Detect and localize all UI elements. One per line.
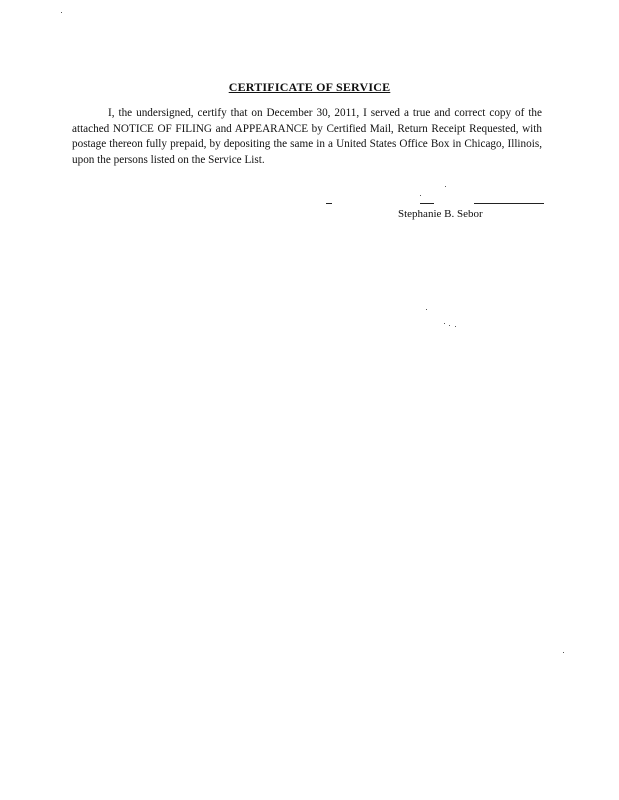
signatory-name: Stephanie B. Sebor — [398, 208, 483, 220]
scan-speck — [426, 309, 427, 310]
signature-line-left — [326, 203, 332, 204]
scan-speck — [444, 323, 445, 324]
scan-speck — [61, 12, 62, 13]
certificate-title: CERTIFICATE OF SERVICE — [228, 80, 391, 94]
certificate-paragraph — [72, 106, 542, 168]
scan-speck — [563, 652, 564, 653]
scan-speck — [449, 325, 450, 326]
scan-speck — [455, 326, 456, 327]
scan-speck — [445, 186, 446, 187]
certificate-paragraph-text: I, the undersigned, certify that on December 30, 2011, I served a true and correct copy of the attached NOTICE OF FILING and APPEARANCE by Certified Mail, Return Receipt Requested, with postage thereon fully prepaid, by depositing the same in a United States Office Box in Chicago, Illinois, upon the persons listed on the Service List. — [72, 107, 542, 166]
signature-line-mid — [420, 203, 434, 204]
signature-line-right — [474, 203, 544, 204]
scan-speck — [420, 195, 421, 196]
